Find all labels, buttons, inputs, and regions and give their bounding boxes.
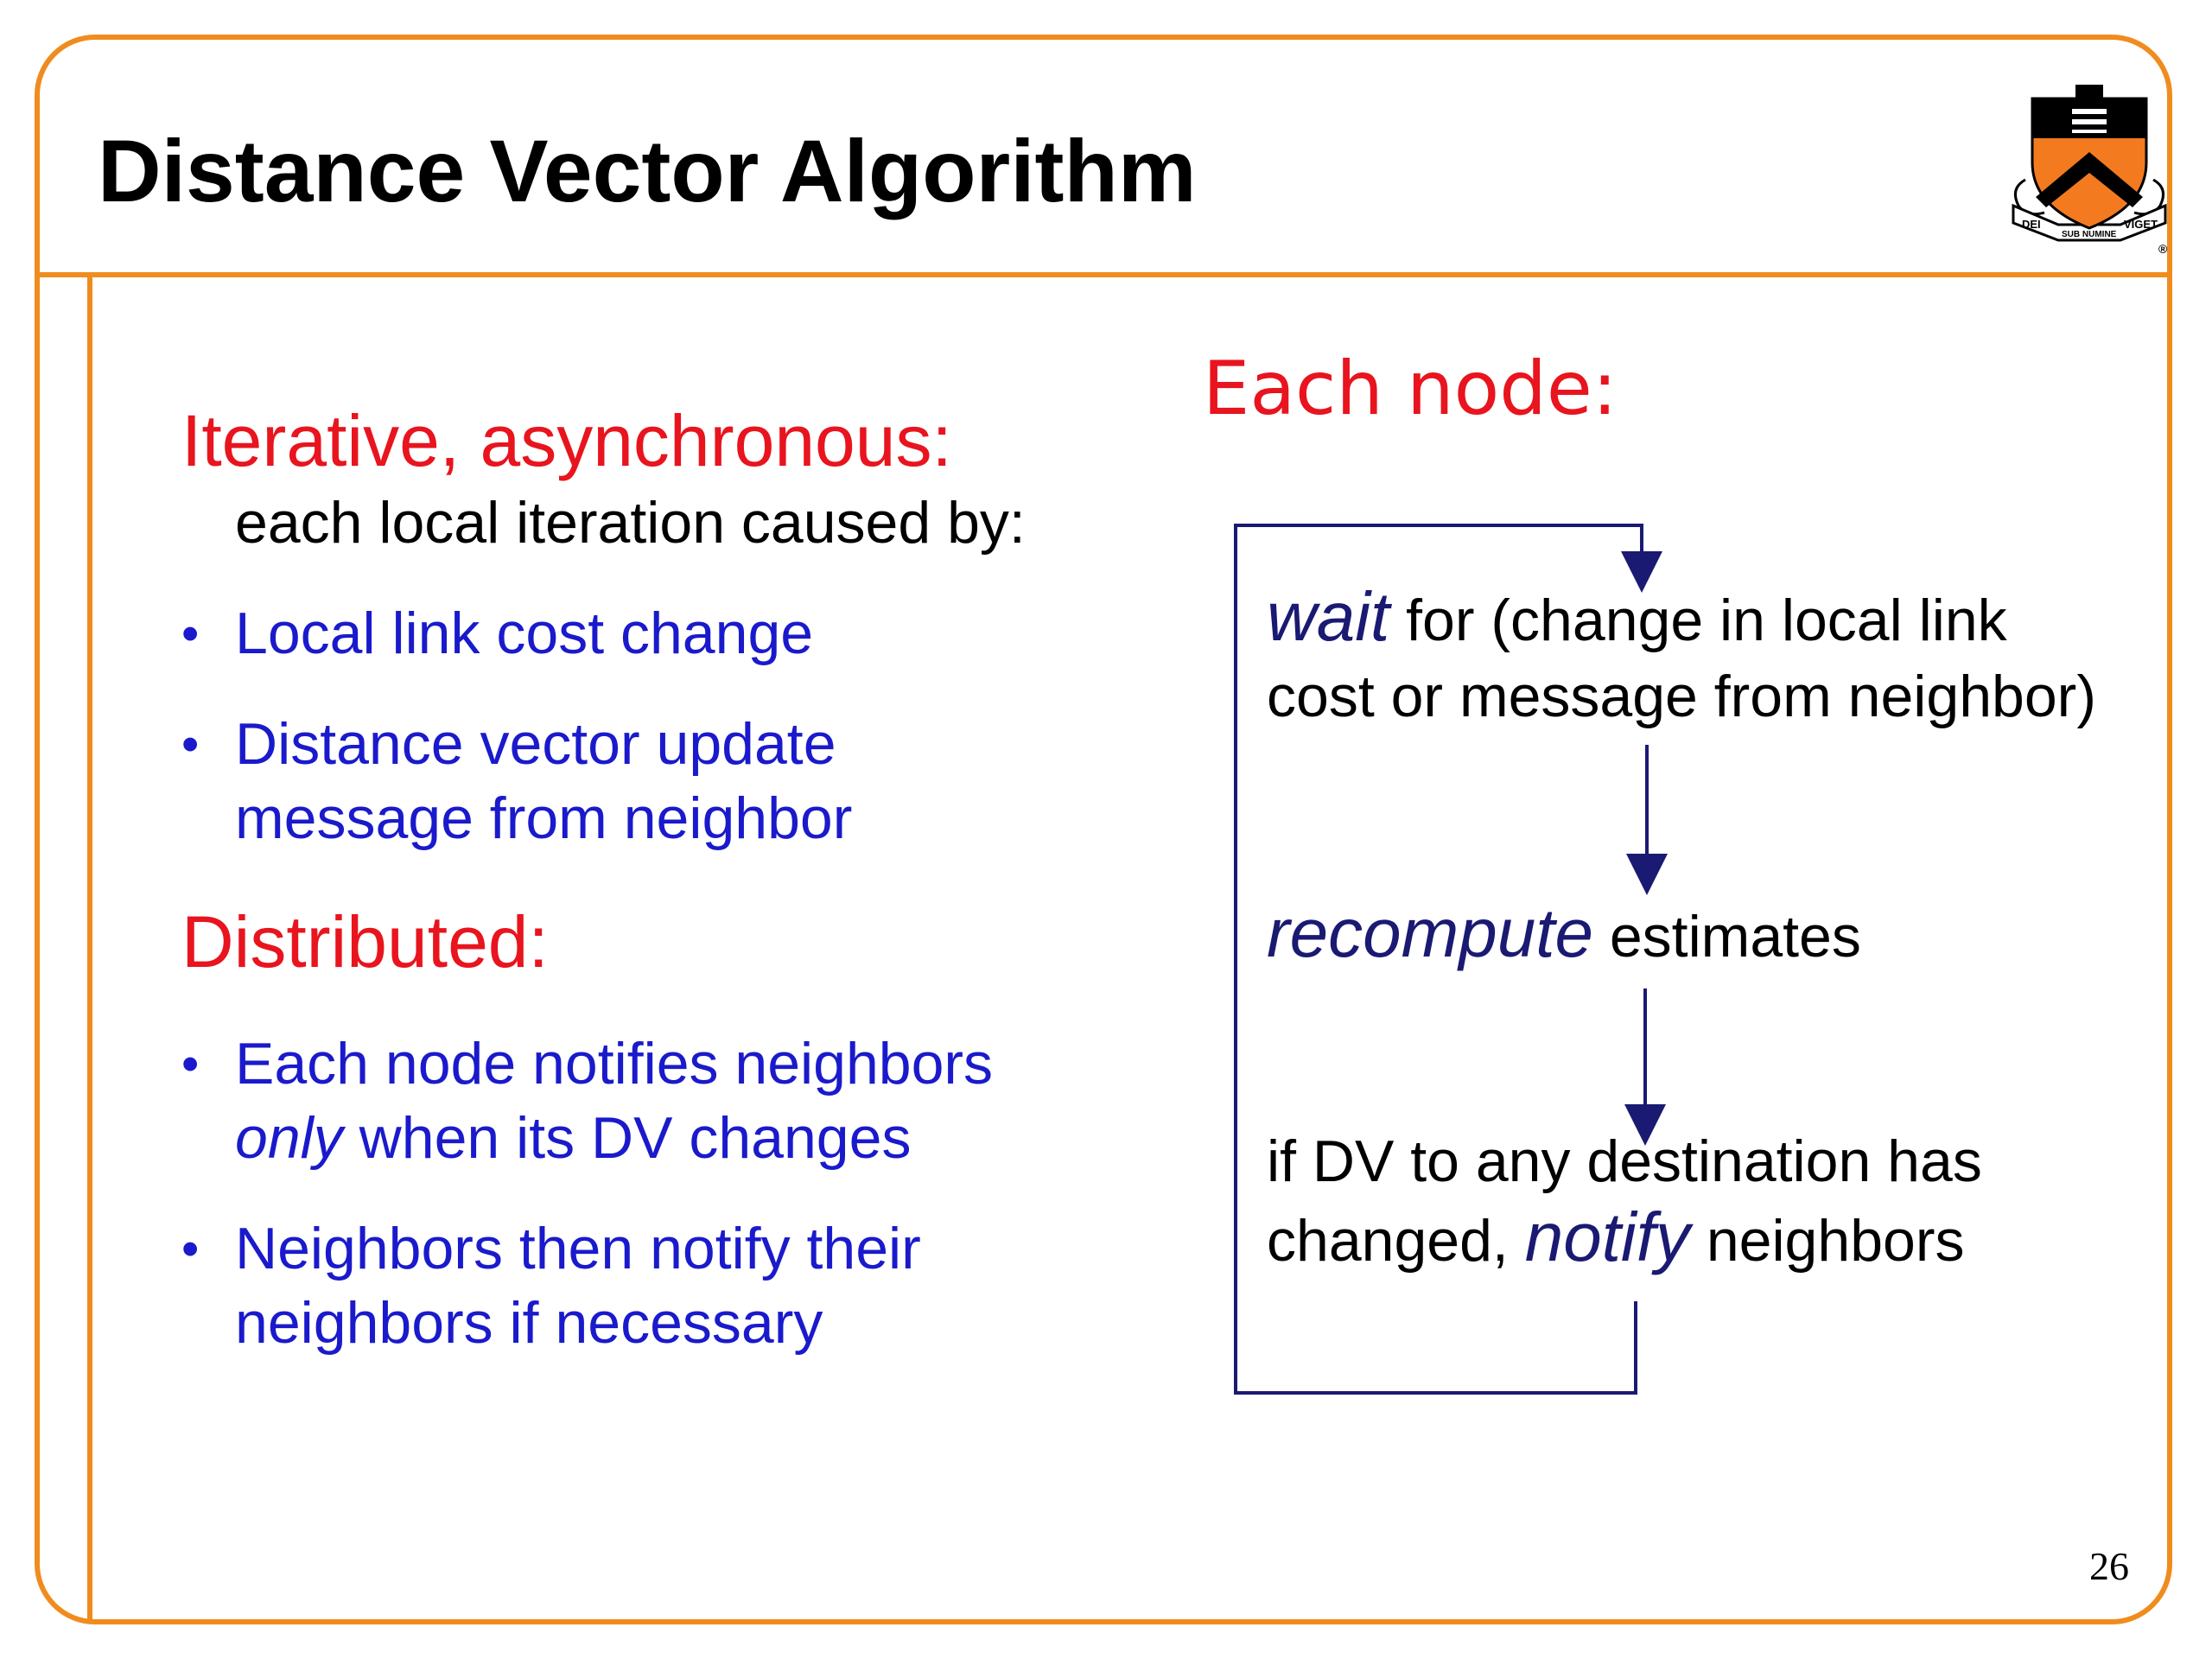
- bullet-marker: •: [181, 716, 200, 772]
- emphasis-notify: notify: [1524, 1198, 1690, 1275]
- step-wait-line2: cost or message from neighbor): [1267, 664, 2096, 729]
- page-number: 26: [2089, 1544, 2129, 1588]
- logo-motto-right: VIGET: [2124, 218, 2158, 231]
- bullet-marker: •: [181, 606, 200, 662]
- page-title: Distance Vector Algorithm: [98, 122, 1197, 220]
- step-recompute: [1267, 895, 1861, 975]
- step-wait-line1: [1267, 579, 2096, 658]
- bullet-text: Distance vector update: [235, 711, 836, 777]
- step-notify: [1267, 1123, 1982, 1279]
- subtext-iteration-cause: each local iteration caused by:: [235, 490, 1026, 556]
- bullet-marker: •: [181, 1036, 200, 1092]
- step-wait: [1267, 579, 2096, 734]
- emphasis-only: only: [235, 1105, 343, 1171]
- emphasis-wait: wait: [1267, 578, 1390, 655]
- emphasis-recompute: recompute: [1267, 894, 1593, 971]
- logo-motto-left: DEI: [2022, 218, 2041, 231]
- heading-distributed: Distributed:: [181, 901, 549, 982]
- heading-each-node: Each node:: [1203, 346, 1618, 432]
- step-notify-line1: if DV to any destination has: [1267, 1128, 1982, 1194]
- bullet-text: Neighbors then notify their: [235, 1216, 921, 1281]
- bullet-marker: •: [181, 1221, 200, 1277]
- step-notify-prefix: changed,: [1267, 1208, 1525, 1274]
- bullet-text: message from neighbor: [235, 785, 853, 851]
- step-wait-text: for (change in local link: [1389, 588, 2007, 653]
- bullet-text: Each node notifies neighbors: [235, 1031, 994, 1096]
- registered-mark: ®: [2158, 242, 2168, 256]
- heading-iterative: Iterative, asynchronous:: [181, 400, 952, 481]
- bullet-text: Local link cost change: [235, 601, 814, 666]
- step-recompute-text: estimates: [1592, 904, 1861, 969]
- bullet-text: neighbors if necessary: [235, 1290, 823, 1356]
- bullet-text-rest: when its DV changes: [342, 1105, 912, 1171]
- step-notify-text: neighbors: [1689, 1208, 1965, 1274]
- logo-motto-center: SUB NUMINE: [2062, 230, 2117, 239]
- step-notify-line2: [1267, 1199, 1982, 1279]
